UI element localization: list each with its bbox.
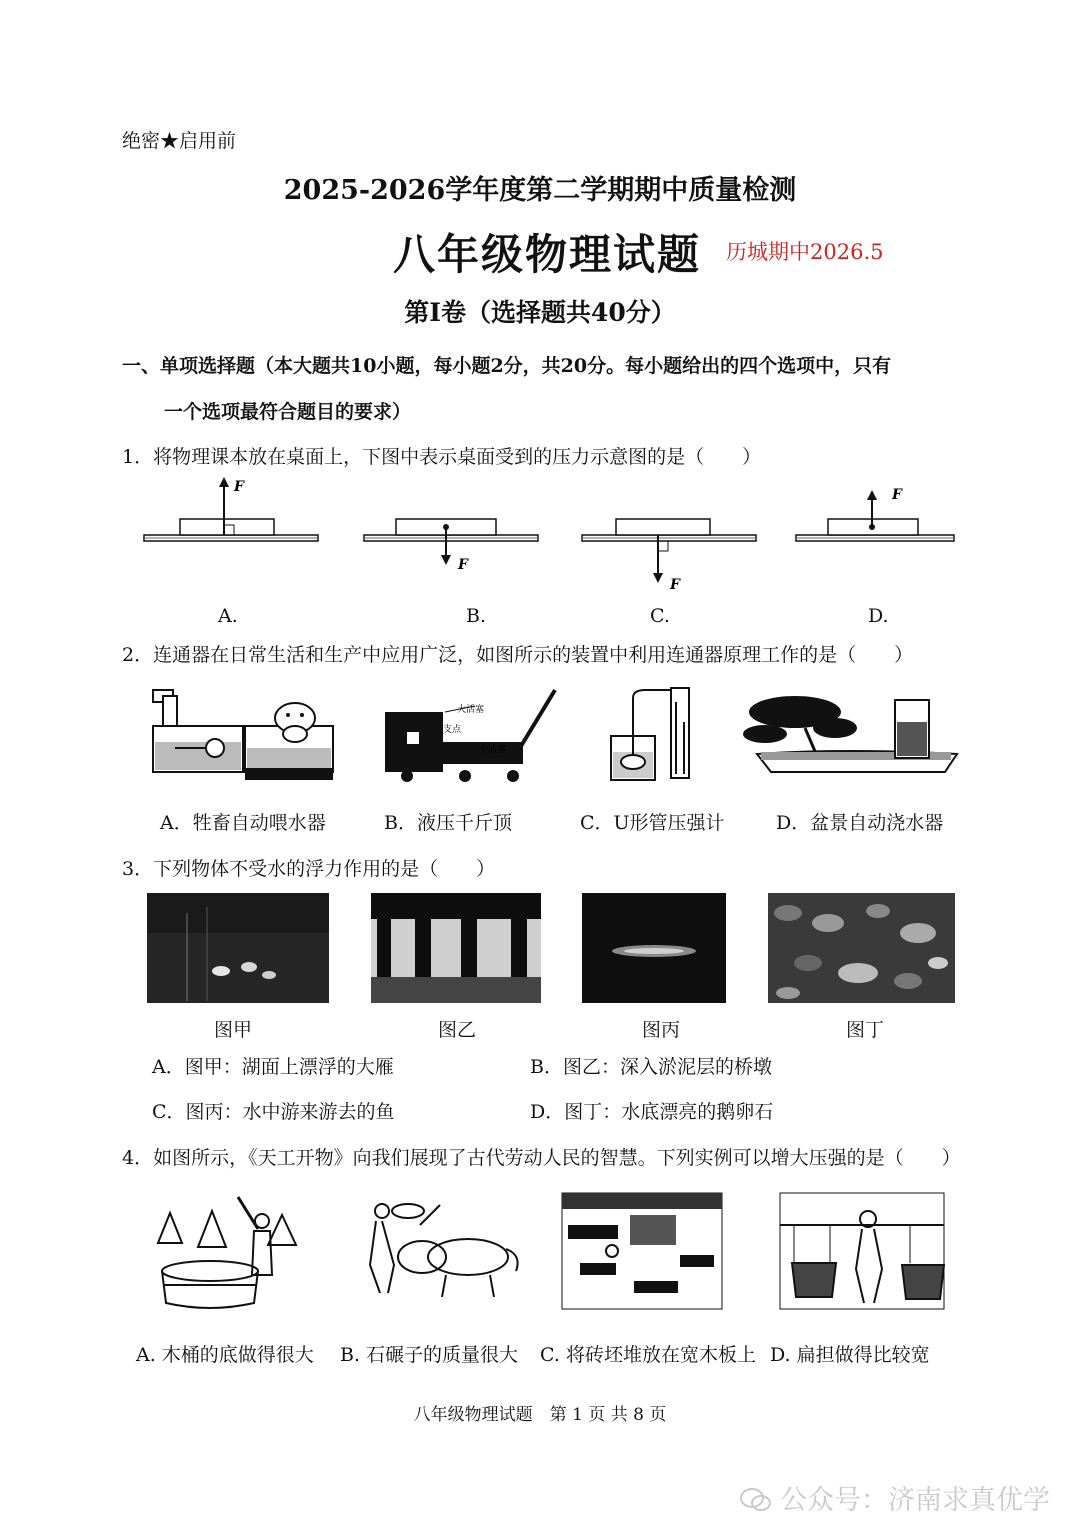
q4-option-a[interactable]: A. 木桶的底做得很大: [136, 1344, 314, 1366]
q2-figure-c-u-tube-manometer: [611, 688, 689, 780]
q4-figure-d-carrying-pole: [780, 1193, 944, 1309]
q1-option-d[interactable]: D.: [868, 605, 889, 627]
stamp-label: 历城期中2026.5: [726, 240, 884, 264]
q2-option-a[interactable]: A．牲畜自动喂水器: [160, 812, 326, 834]
confidential-label: 绝密★启用前: [122, 130, 237, 152]
q4-figure-b-stone-roller: [370, 1204, 518, 1297]
q3-caption-ding: 图丁: [846, 1019, 885, 1041]
q3-caption-bing: 图丙: [642, 1019, 681, 1041]
question-4-stem: 4．如图所示，《天工开物》向我们展现了古代劳动人民的智慧。下列实例可以增大压强的是（ ）: [122, 1147, 961, 1169]
q1-option-a[interactable]: A.: [218, 605, 238, 627]
q3-photo-geese: [147, 893, 329, 1003]
svg-text:小活塞: 小活塞: [479, 745, 507, 755]
q2-figure-d-bonsai-waterer: [743, 696, 957, 772]
q3-caption-jia: 图甲: [214, 1019, 253, 1041]
svg-text:F: F: [458, 557, 468, 573]
svg-text:F: F: [892, 487, 902, 503]
exam-year-title: 2025-2026学年度第二学期期中质量检测: [283, 175, 797, 206]
svg-text:大活塞: 大活塞: [457, 705, 485, 715]
watermark: [740, 1478, 1050, 1517]
q2-option-b[interactable]: B．液压千斤顶: [384, 812, 512, 834]
svg-text:F: F: [670, 577, 680, 593]
q3-option-c[interactable]: C．图丙：水中游来游去的鱼: [152, 1101, 395, 1123]
svg-text:支点: 支点: [443, 725, 462, 735]
q3-caption-yi: 图乙: [438, 1019, 477, 1041]
q1-figure: [140, 475, 960, 600]
q2-option-d[interactable]: D．盆景自动浇水器: [776, 812, 944, 834]
q2-figure-a-livestock-waterer: [153, 690, 333, 780]
watermark-text: 公众号：济南求真优学: [780, 1485, 1050, 1516]
section-heading: 一、单项选择题（本大题共10小题，每小题2分，共20分。每小题给出的四个选项中，只有: [122, 355, 892, 377]
q3-photo-pebbles: [768, 893, 955, 1003]
q2-figure: [145, 682, 965, 792]
q3-photo-bridge-piers: [371, 893, 541, 1003]
q3-option-a[interactable]: A．图甲：湖面上漂浮的大雁: [152, 1056, 394, 1078]
q2-option-c[interactable]: C．U形管压强计: [580, 812, 725, 834]
q1-figure-a: [144, 477, 318, 541]
q4-figure-a-barrel: [158, 1197, 296, 1308]
question-2-stem: 2．连通器在日常生活和生产中应用广泛，如图所示的装置中利用连通器原理工作的是（ ）: [122, 644, 914, 666]
svg-text:F: F: [234, 479, 244, 495]
volume-title: 第Ⅰ卷（选择题共40分）: [404, 298, 676, 327]
q4-figure: [150, 1185, 950, 1315]
q4-figure-c-brick-boards: [562, 1193, 722, 1309]
q3-option-d[interactable]: D．图丁：水底漂亮的鹅卵石: [530, 1101, 774, 1123]
question-3-stem: 3．下列物体不受水的浮力作用的是（ ）: [122, 858, 496, 880]
q1-figure-d: [796, 487, 954, 541]
q1-figure-c: [582, 519, 756, 593]
question-1-stem: 1．将物理课本放在桌面上，下图中表示桌面受到的压力示意图的是（ ）: [122, 446, 762, 468]
q1-option-b[interactable]: B.: [466, 605, 487, 627]
q4-option-c[interactable]: C. 将砖坯堆放在宽木板上: [540, 1344, 756, 1366]
page-title: 八年级物理试题: [393, 230, 702, 279]
q3-option-b[interactable]: B．图乙：深入淤泥层的桥墩: [530, 1056, 772, 1078]
page-footer: 八年级物理试题 第 1 页 共 8 页: [413, 1405, 667, 1425]
section-heading-cont: 一个选项最符合题目的要求）: [164, 401, 412, 423]
q2-figure-b-hydraulic-jack: [385, 690, 555, 782]
wechat-icon: [740, 1487, 772, 1513]
q1-figure-b: [364, 519, 538, 573]
q1-option-c[interactable]: C.: [650, 605, 670, 627]
q4-option-b[interactable]: B. 石碾子的质量很大: [340, 1344, 519, 1366]
q4-option-d[interactable]: D. 扁担做得比较宽: [770, 1344, 930, 1366]
q3-photo-fish: [582, 893, 726, 1003]
